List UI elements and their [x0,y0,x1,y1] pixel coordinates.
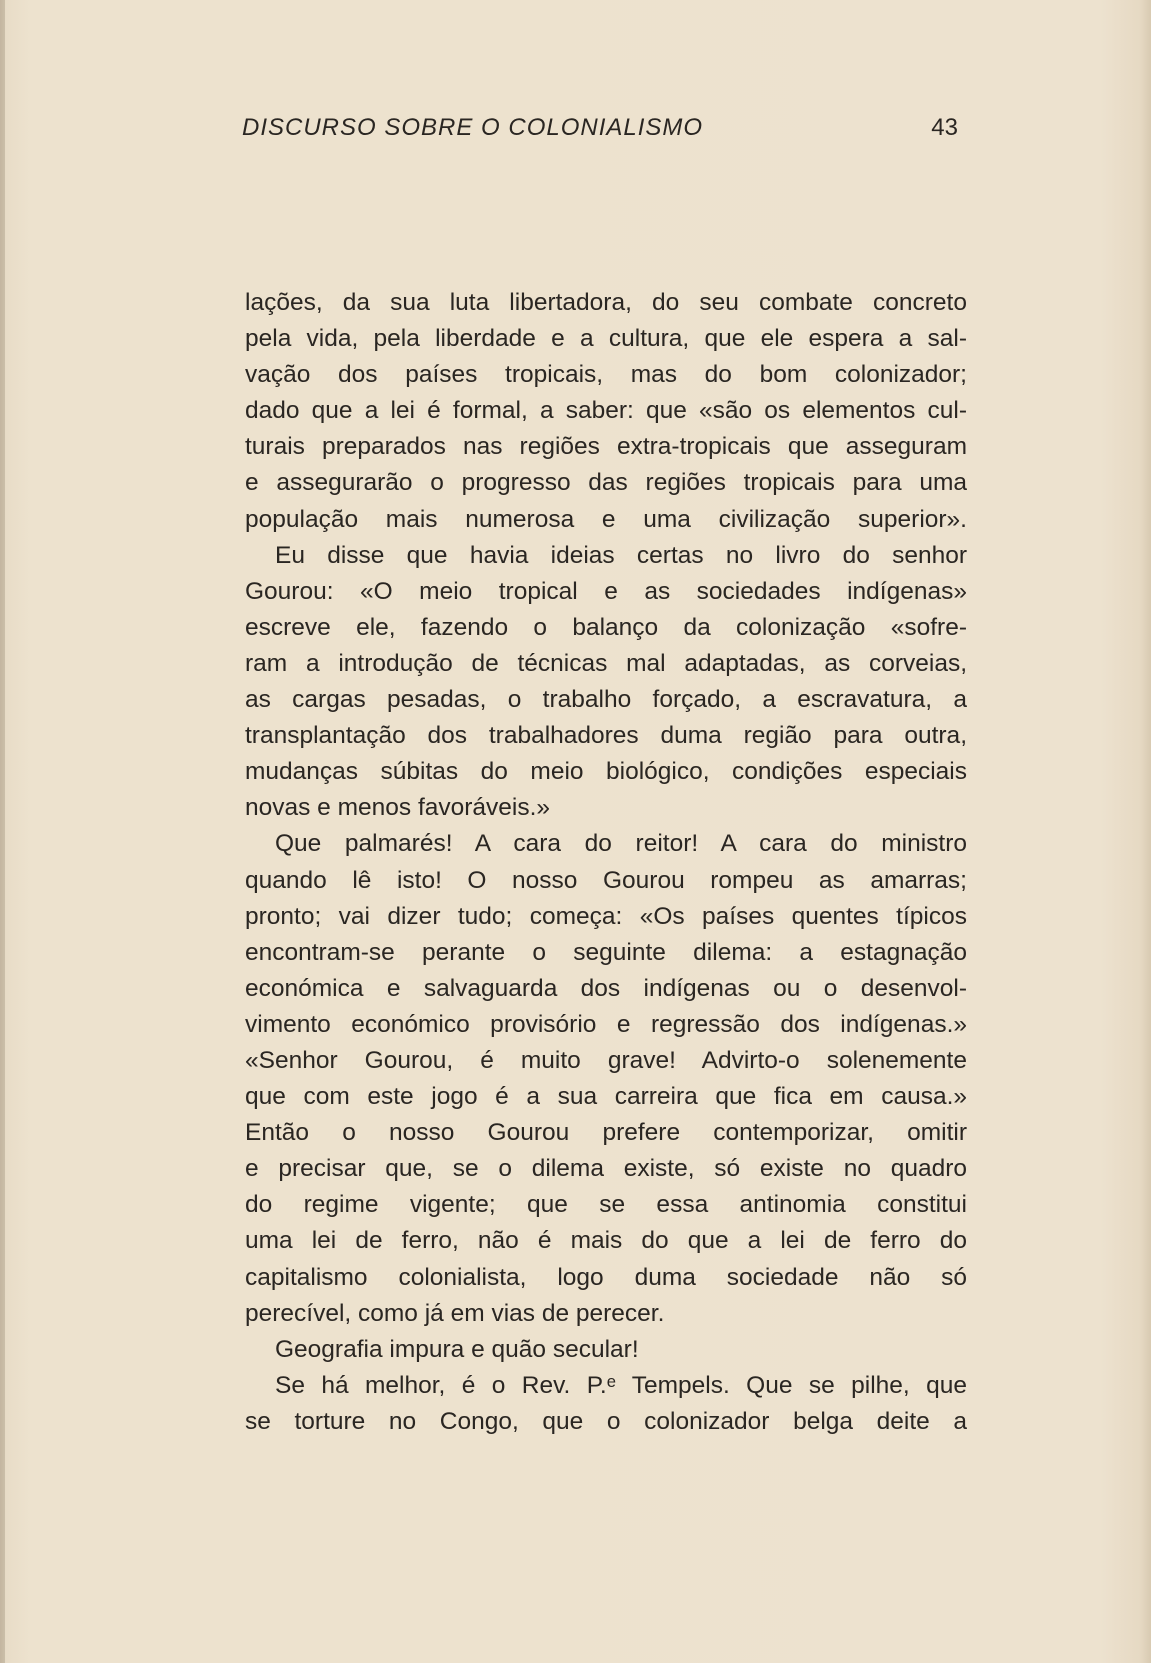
text-line: económica e salvaguarda dos indígenas ou o desenvol- [245,974,967,1002]
text-line: do regime vigente; que se essa antinomia constitui [245,1191,967,1219]
text-line: e precisar que, se o dilema existe, só existe no quadro [245,1155,967,1183]
text-line: Que palmarés! A cara do reitor! A cara do ministro [275,830,967,858]
text-line: uma lei de ferro, não é mais do que a lei de ferro do [245,1227,967,1255]
text-line: quando lê isto! O nosso Gourou rompeu as amarras; [245,866,967,894]
text-line: as cargas pesadas, o trabalho forçado, a escravatura, a [245,686,967,714]
text-line: Eu disse que havia ideias certas no livro do senhor [275,541,967,569]
text-line: escreve ele, fazendo o balanço da colonização «sofre- [245,613,967,641]
page-number: 43 [931,114,958,141]
text-line: se torture no Congo, que o colonizador belga deite a [245,1407,967,1435]
text-line: turais preparados nas regiões extra-tropicais que asseguram [245,433,967,461]
text-line: que com este jogo é a sua carreira que fica em causa.» [245,1083,967,1111]
running-head [242,114,958,146]
text-line: pela vida, pela liberdade e a cultura, que ele espera a sal- [245,325,967,353]
text-line: Se há melhor, é o Rev. P.ᵉ Tempels. Que se pilhe, que [275,1371,967,1399]
text-line: ram a introdução de técnicas mal adaptadas, as corveias, [245,649,967,677]
text-line: população mais numerosa e uma civilização superior». [245,505,967,533]
text-line: e assegurarão o progresso das regiões tropicais para uma [245,469,967,497]
text-line: novas e menos favoráveis.» [245,794,551,822]
text-line: perecível, como já em vias de perecer. [245,1299,665,1327]
text-line: capitalismo colonialista, logo duma sociedade não só [245,1263,967,1291]
text-line: Então o nosso Gourou prefere contemporizar, omitir [245,1119,967,1147]
running-title: DISCURSO SOBRE O COLONIALISMO [242,114,704,141]
text-line: pronto; vai dizer tudo; começa: «Os países quentes típicos [245,902,967,930]
page-spine-shadow [0,0,5,1663]
text-line: Geografia impura e quão secular! [275,1335,639,1363]
text-line: vação dos países tropicais, mas do bom colonizador; [245,361,967,389]
text-line: transplantação dos trabalhadores duma região para outra, [245,722,967,750]
text-line: Gourou: «O meio tropical e as sociedades indígenas» [245,577,967,605]
text-line: dado que a lei é formal, a saber: que «são os elementos cul- [245,397,967,425]
text-line: vimento económico provisório e regressão dos indígenas.» [245,1010,967,1038]
text-line: encontram-se perante o seguinte dilema: a estagnação [245,938,967,966]
text-line: mudanças súbitas do meio biológico, condições especiais [245,758,967,786]
text-line: «Senhor Gourou, é muito grave! Advirto-o solenemente [245,1046,967,1074]
body-text [245,285,967,1440]
text-line: lações, da sua luta libertadora, do seu combate concreto [245,289,967,316]
